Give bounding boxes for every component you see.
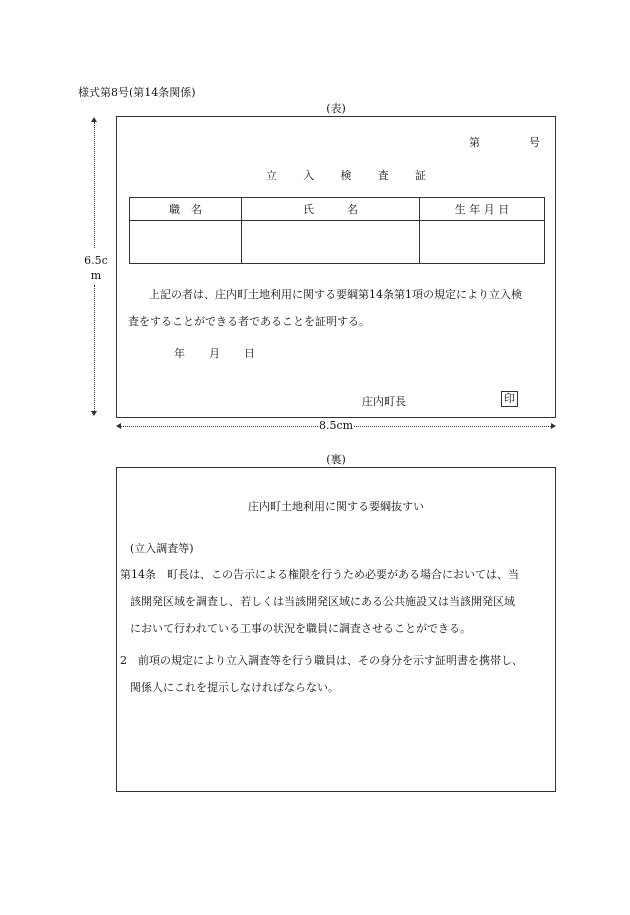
date-day: 日 xyxy=(244,347,255,360)
number-label-go: 号 xyxy=(529,136,540,149)
number-label-dai: 第 xyxy=(469,136,480,149)
height-arrow-down xyxy=(91,411,97,416)
article-14-line2: 該開発区域を調査し、若しくは当該開発区域にある公共施設又は当該開発区域 xyxy=(130,595,515,608)
form-number-title: 様式第8号(第14条関係) xyxy=(78,86,196,99)
excerpt-title: 庄内町土地利用に関する要綱抜すい xyxy=(248,500,424,513)
paragraph-2-line2: 関係人にこれを提示しなければならない。 xyxy=(130,681,339,694)
seal-mark: 印 xyxy=(501,391,518,407)
header-name: 氏 名 xyxy=(242,198,420,221)
certification-statement-line1: 上記の者は、庄内町土地利用に関する要綱第14条第1項の規定により立入検 xyxy=(149,288,522,301)
height-dimension-value: 6.5c xyxy=(84,254,108,267)
height-dotted-line-bottom xyxy=(94,285,95,411)
inspector-info-table xyxy=(129,197,545,264)
article-14-line1: 第14条 町長は、この告示による権限を行うため必要がある場合においては、当 xyxy=(120,568,519,581)
height-dotted-line-top xyxy=(94,122,95,248)
inspection-certificate-front xyxy=(116,116,556,418)
back-side-label: (裏) xyxy=(326,453,346,466)
cell-position xyxy=(130,221,242,264)
header-birthdate: 生 年 月 日 xyxy=(420,198,545,221)
paragraph-2-line1: 2 前項の規定により立入調査等を行う職員は、その身分を示す証明書を携帯し、 xyxy=(120,654,523,667)
width-dotted-line-left xyxy=(121,426,318,427)
certification-statement-line2: 査をすることができる者であることを証明する。 xyxy=(128,315,370,328)
article-14-line3: において行われている工事の状況を職員に調査させることができる。 xyxy=(130,622,471,635)
height-dimension-label xyxy=(78,253,114,283)
date-year: 年 xyxy=(174,347,185,360)
inspection-certificate-back xyxy=(116,467,556,792)
certificate-title: 立 入 検 査 証 xyxy=(266,169,426,182)
issuer-title: 庄内町長 xyxy=(362,395,406,408)
date-month: 月 xyxy=(209,347,220,360)
cell-birthdate xyxy=(420,221,545,264)
header-position: 職 名 xyxy=(130,198,242,221)
width-dimension-label: 8.5cm xyxy=(318,419,354,432)
front-side-label: (表) xyxy=(326,102,346,115)
width-dotted-line-right xyxy=(354,426,551,427)
width-arrow-right xyxy=(551,423,556,429)
cell-name xyxy=(242,221,420,264)
height-dimension-unit: m xyxy=(90,269,102,282)
article-caption: (立入調査等) xyxy=(130,542,194,555)
